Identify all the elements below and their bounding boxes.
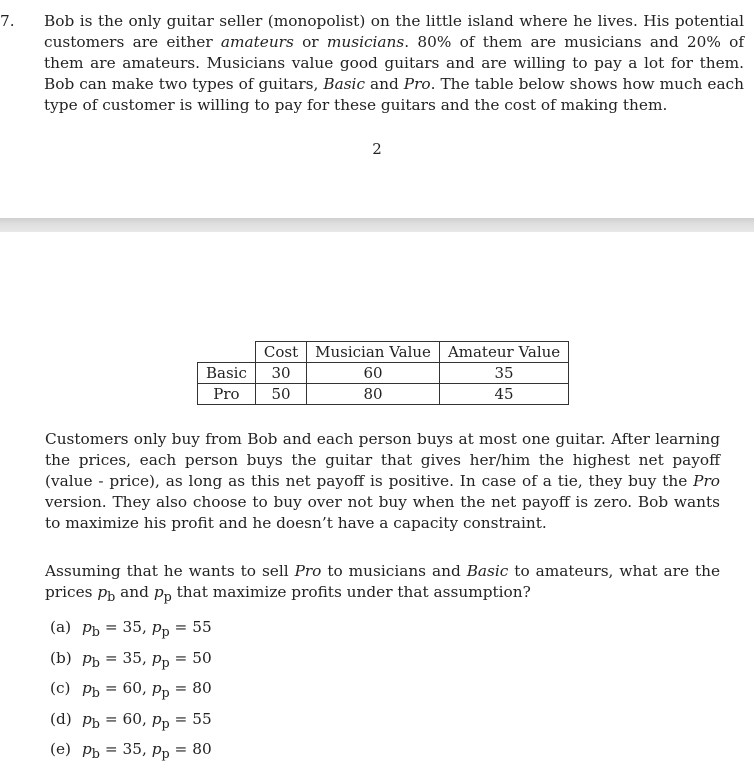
page-separator (0, 218, 754, 232)
cell-amateur: 35 (439, 363, 568, 384)
answer-option-d[interactable]: (d) $p_b = 60$, $p_p = 55$ (50, 709, 212, 732)
option-pb: 60 (122, 679, 142, 698)
problem-statement: 7. Bob is the only guitar seller (monopolist) on the little island where he lives. His potential customers are either amateurs or musicians. 80% of them are musicians and 20% of them are amateurs. Musicians value good guitars and are willing to pay a lot for them. Bob can make two types of guitars, Basic and Pro. The table below shows how much each type of customer is willing to pay for these guitars and the cost of making them. (0, 12, 744, 114)
table-row (198, 384, 569, 405)
answer-option-c[interactable]: (c) $p_b = 60$, $p_p = 80$ (50, 679, 212, 702)
option-pp: 55 (192, 618, 212, 636)
question-text: Assuming that he wants to sell Pro to musicians and Basic to amateurs, what are the prices $p_b$ and $p_p$ that maximize profits under that assumption? (45, 562, 720, 606)
table-header-musician: Musician Value (307, 342, 440, 363)
option-pp: 55 (192, 709, 212, 728)
option-pb: 60 (122, 709, 142, 728)
page-bottom (0, 232, 754, 763)
page-top (0, 0, 754, 218)
table-header-amateur: Amateur Value (439, 342, 568, 363)
amateurs-term: amateurs (220, 33, 294, 51)
problem-number: 7. (0, 12, 15, 30)
guitar-value-table (197, 341, 569, 405)
option-pp: 80 (192, 679, 212, 698)
option-pb: 35 (122, 740, 142, 759)
cell-musician: 60 (307, 363, 440, 384)
table-header-row (198, 342, 569, 363)
option-pp: 50 (192, 648, 212, 667)
row-label: Pro (198, 384, 256, 405)
answer-option-b[interactable]: (b) $p_b = 35$, $p_p = 50$ (50, 648, 212, 671)
basic-term: Basic (323, 75, 366, 93)
option-pp: 80 (192, 740, 212, 759)
table-header-cost: Cost (255, 342, 306, 363)
answer-option-e[interactable]: (e) $p_b = 35$, $p_p = 80$ (50, 740, 212, 763)
page-number: 2 (372, 140, 382, 158)
option-pb: 35 (122, 618, 142, 636)
table-row (198, 363, 569, 384)
row-label: Basic (198, 363, 256, 384)
musicians-term: musicians (326, 33, 405, 51)
cell-musician: 80 (307, 384, 440, 405)
rules-paragraph: Customers only buy from Bob and each person buys at most one guitar. After learning the prices, each person buys the guitar that gives her/him the highest net payoff (value - price), as long as this net payoff is positive. In case of a tie, they buy the Pro version. They also choose to buy over not buy when the net payoff is zero. Bob wants to maximize his profit and he doesn’t have a capacity constraint. (45, 430, 720, 532)
cell-cost: 50 (255, 384, 306, 405)
answer-options (50, 615, 212, 768)
cell-cost: 30 (255, 363, 306, 384)
option-pb: 35 (122, 648, 142, 667)
cell-amateur: 45 (439, 384, 568, 405)
answer-option-a[interactable]: (a) $p_b = 35$, $p_p = 55$ (50, 618, 212, 641)
pro-term: Pro (403, 75, 431, 93)
